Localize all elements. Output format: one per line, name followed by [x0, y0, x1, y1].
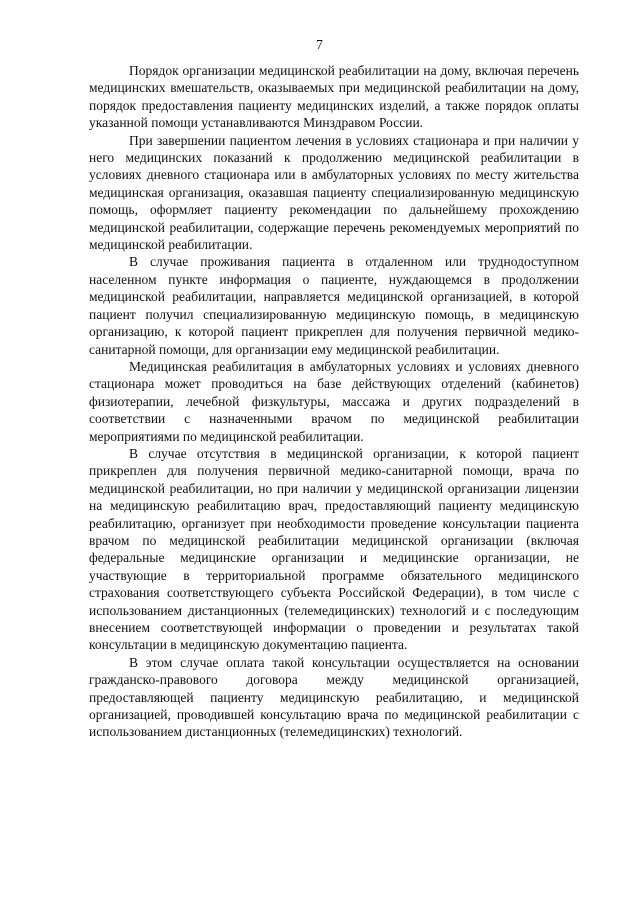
- paragraph-outpatient-facilities: Медицинская реабилитация в амбулаторных условиях и условиях дневного стационара может проводиться на базе действующих отделений (кабинетов) физиотерапии, лечебной физкультуры, массажа и других подразделений в соответствии с назначенными врачом по медицинской реабилитации мероприятиями по медицинской реабилитации.: [89, 358, 579, 444]
- document-body: [89, 62, 579, 741]
- paragraph-consultation-payment: В этом случае оплата такой консультации осуществляется на основании гражданско-правового договора между медицинской организацией, предоставляющей пациенту медицинскую реабилитацию, и медицинской организацией, проводившей консультацию врача по медицинской реабилитации с использованием дистанционных (телемедицинских) технологий.: [89, 654, 579, 740]
- paragraph-consultation-absence: В случае отсутствия в медицинской организации, к которой пациент прикреплен для получения первичной медико-санитарной помощи, врача по медицинской реабилитации, но при наличии у медицинской организации лицензии на медицинскую реабилитацию врач, предоставляющий пациенту медицинскую реабилитацию, организует при необходимости проведение консультации пациента врачом по медицинской реабилитации медицинской организации (включая федеральные медицинские организации и медицинские организации, не участвующие в территориальной программе обязательного медицинского страхования соответствующего субъекта Российской Федерации), в том числе с использованием дистанционных (телемедицинских) технологий и с последующим внесением соответствующей информации о проведении и результатах такой консультации в медицинскую документацию пациента.: [89, 445, 579, 653]
- paragraph-home-rehabilitation: Порядок организации медицинской реабилитации на дому, включая перечень медицинских вмешательств, оказываемых при медицинской реабилитации на дому, порядок предоставления пациенту медицинских изделий, а также порядок оплаты указанной помощи устанавливаются Минздравом России.: [89, 63, 579, 131]
- paragraph-remote-residence: В случае проживания пациента в отдаленном или труднодоступном населенном пункте информация о пациенте, нуждающемся в продолжении медицинской реабилитации, направляется медицинской организацией, в которой пациент получил специализированную медицинскую помощь, в медицинскую организацию, к которой пациент прикреплен для получения первичной медико-санитарной помощи, для организации ему медицинской реабилитации.: [89, 254, 579, 357]
- page-number: 7: [316, 37, 323, 52]
- paragraph-discharge-recommendations: При завершении пациентом лечения в условиях стационара и при наличии у него медицинских показаний к продолжению медицинской реабилитации в условиях дневного стационара или в амбулаторных условиях по месту жительства медицинская организация, оказавшая пациенту специализированную медицинскую помощь, оформляет пациенту рекомендации по дальнейшему прохождению медицинской реабилитации, содержащие перечень рекомендуемых мероприятий по медицинской реабилитации.: [89, 132, 579, 253]
